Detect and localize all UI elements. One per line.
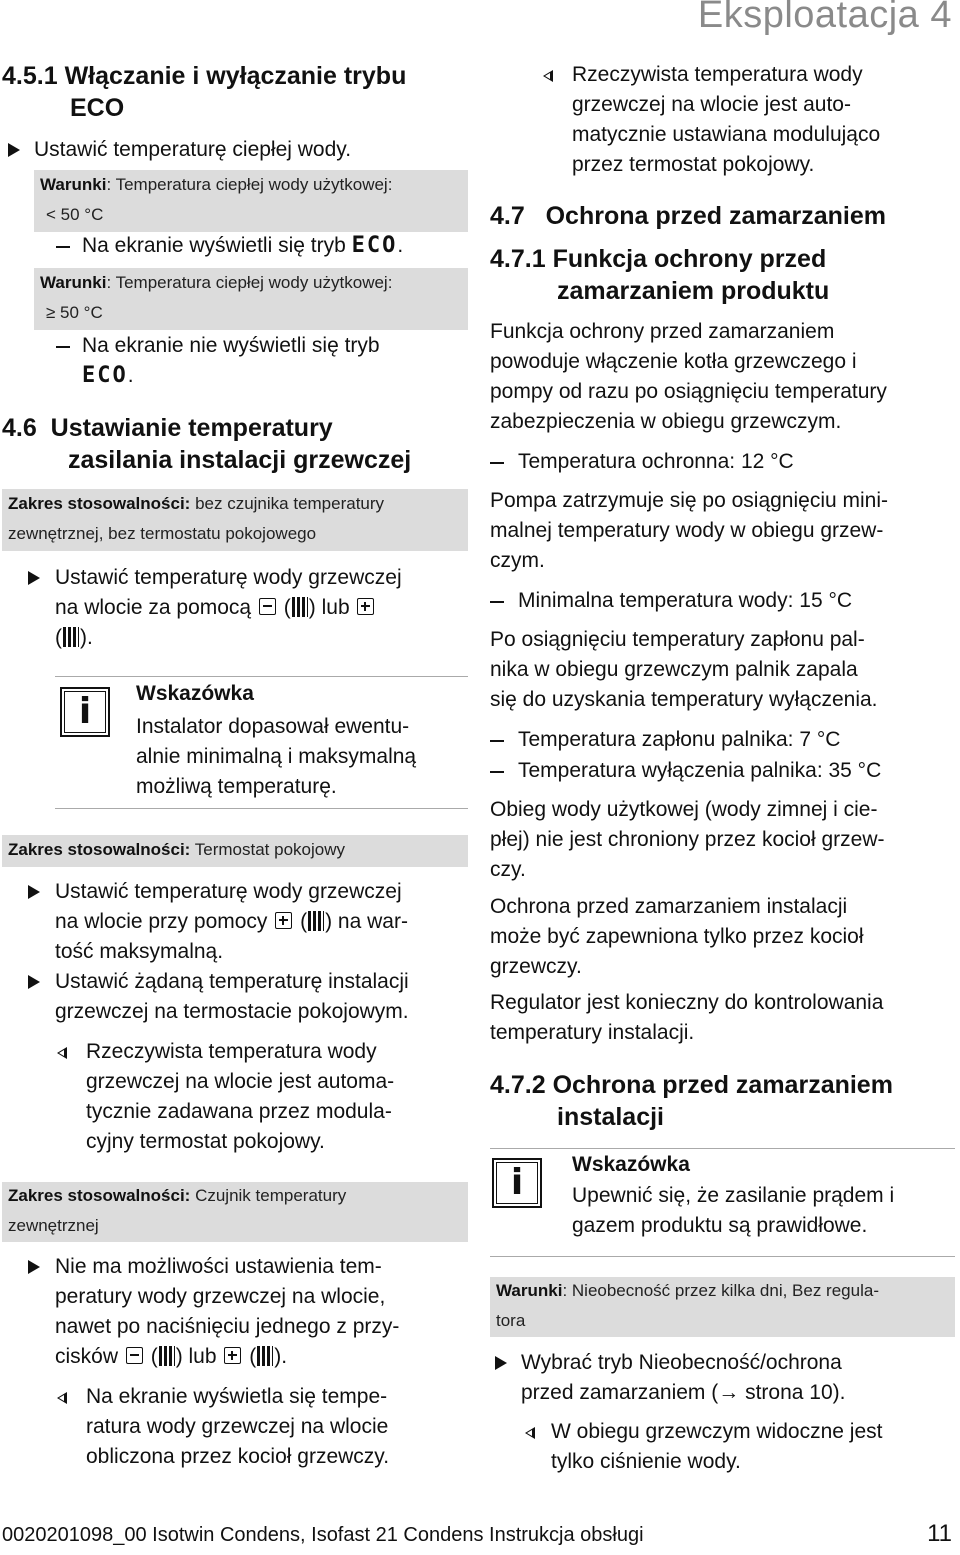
section-4-7-2-heading: 4.7.2 Ochrona przed zamarzaniem: [490, 1071, 893, 1099]
step-bullet-icon: [28, 571, 40, 585]
step-text-line2: grzewczej na termostacie pokojowym.: [55, 1000, 409, 1023]
result-text: W obiegu grzewczym widoczne jest: [551, 1420, 883, 1443]
step-text-line2: peratury wody grzewczej na wlocie,: [55, 1285, 386, 1308]
scope-text-line2: zewnętrznej, bez termostatu pokojowego: [8, 524, 317, 543]
section-4-5-1-heading: 4.5.1 Włączanie i wyłączanie trybu: [2, 62, 407, 90]
radiator-icon: [308, 911, 324, 931]
paragraph: się do uzyskania temperatury wyłączenia.: [490, 688, 878, 711]
step-text: Ustawić temperaturę ciepłej wody.: [34, 138, 352, 161]
plus-button-icon: [357, 598, 374, 615]
note-title: Wskazówka: [136, 682, 254, 705]
divider: [55, 808, 468, 809]
condition-text: Warunki: Temperatura ciepłej wody użytkowej:: [40, 273, 393, 292]
list-item: Temperatura ochronna: 12 °C: [518, 450, 794, 473]
paragraph: Po osiągnięciu temperatury zapłonu pal-: [490, 628, 865, 651]
scope-text: Zakres stosowalności: Czujnik temperatury: [8, 1186, 347, 1205]
step-text: Ustawić temperaturę wody grzewczej: [55, 880, 402, 903]
result-text: przez termostat pokojowy.: [572, 153, 815, 176]
result-text: Na ekranie nie wyświetli się tryb: [82, 334, 380, 357]
info-icon: i: [60, 687, 110, 737]
result-text: Rzeczywista temperatura wody: [86, 1040, 377, 1063]
section-4-7-1-heading: 4.7.1 Funkcja ochrony przed: [490, 245, 827, 273]
result-text: obliczona przez kocioł grzewczy.: [86, 1445, 390, 1468]
paragraph: malnej temperatury wody w obiegu grzew-: [490, 519, 884, 542]
step-bullet-icon: [495, 1356, 507, 1370]
paragraph: czym.: [490, 549, 545, 572]
eco-display: ECO.: [82, 363, 134, 388]
note-text: gazem produktu są prawidłowe.: [572, 1214, 868, 1237]
step-bullet-icon: [8, 143, 20, 157]
divider: [490, 1256, 955, 1257]
radiator-icon: [257, 1346, 273, 1366]
result-text: Na ekranie wyświetli się tryb ECO.: [82, 233, 404, 258]
step-text-line3: tość maksymalną.: [55, 940, 224, 963]
step-text-line2: przed zamarzaniem (→ strona 10).: [521, 1381, 846, 1404]
step-text: Nie ma możliwości ustawienia tem-: [55, 1255, 382, 1278]
condition-text: Warunki: Nieobecność przez kilka dni, Bez regula-: [496, 1281, 879, 1300]
note-title: Wskazówka: [572, 1153, 690, 1176]
result-arrow-icon: [57, 1047, 67, 1059]
note-text: Upewnić się, że zasilanie prądem i: [572, 1184, 895, 1207]
note-text: alnie minimalną i maksymalną: [136, 745, 417, 768]
step-text: Ustawić temperaturę wody grzewczej: [55, 566, 402, 589]
paragraph: powoduje włączenie kotła grzewczego i: [490, 350, 857, 373]
paragraph: Funkcja ochrony przed zamarzaniem: [490, 320, 835, 343]
section-4-5-1-heading-line2: ECO: [70, 94, 125, 122]
section-4-7-1-heading-line2: zamarzaniem produktu: [557, 277, 830, 305]
condition-text-line2: tora: [496, 1311, 526, 1330]
paragraph: temperatury instalacji.: [490, 1021, 695, 1044]
radiator-icon: [159, 1346, 175, 1366]
result-text: tylko ciśnienie wody.: [551, 1450, 741, 1473]
radiator-icon: [292, 597, 308, 617]
result-arrow-icon: [543, 70, 553, 82]
paragraph: Regulator jest konieczny do kontrolowania: [490, 991, 884, 1014]
scope-text: Zakres stosowalności: bez czujnika temperatury: [8, 494, 385, 513]
section-4-6-heading-line2: zasilania instalacji grzewczej: [68, 446, 412, 474]
divider: [55, 676, 468, 677]
paragraph: czy.: [490, 858, 526, 881]
result-text: grzewczej na wlocie jest auto-: [572, 93, 851, 116]
result-text: Na ekranie wyświetla się tempe-: [86, 1385, 388, 1408]
plus-button-icon: [275, 912, 292, 929]
condition-value: ≥ 50 °C: [46, 303, 103, 322]
paragraph: Obieg wody użytkowej (wody zimnej i cie-: [490, 798, 878, 821]
step-text: Ustawić żądaną temperaturę instalacji: [55, 970, 409, 993]
note-text: możliwą temperaturę.: [136, 775, 337, 798]
info-icon: i: [492, 1158, 542, 1208]
step-bullet-icon: [28, 885, 40, 899]
step-text: Wybrać tryb Nieobecność/ochrona: [521, 1351, 842, 1374]
list-item: Temperatura zapłonu palnika: 7 °C: [518, 728, 841, 751]
paragraph: Pompa zatrzymuje się po osiągnięciu mini-: [490, 489, 889, 512]
dash-icon: [490, 462, 504, 464]
step-text-line2: na wlocie za pomocą ( ) lub: [55, 593, 376, 623]
chapter-header: Eksploatacja 4: [697, 0, 952, 36]
paragraph: płej) nie jest chroniony przez kocioł grzew-: [490, 828, 885, 851]
dash-icon: [56, 346, 70, 348]
result-arrow-icon: [525, 1427, 535, 1439]
section-4-7-heading: 4.7 Ochrona przed zamarzaniem: [490, 202, 886, 230]
result-text: cyjny termostat pokojowy.: [86, 1130, 325, 1153]
result-text: matycznie ustawiana modulująco: [572, 123, 881, 146]
step-text-line4: cisków ( ) lub ( ).: [55, 1345, 288, 1368]
dash-icon: [490, 601, 504, 603]
step-text-line3: ( ).: [55, 626, 93, 649]
list-item: Minimalna temperatura wody: 15 °C: [518, 589, 853, 612]
note-text: Instalator dopasował ewentu-: [136, 715, 410, 738]
dash-icon: [56, 246, 70, 248]
condition-text: Warunki: Temperatura ciepłej wody użytkowej:: [40, 175, 393, 194]
paragraph: Ochrona przed zamarzaniem instalacji: [490, 895, 848, 918]
scope-text: Zakres stosowalności: Termostat pokojowy: [8, 840, 345, 859]
step-text-line3: nawet po naciśnięciu jednego z przy-: [55, 1315, 400, 1338]
condition-value: < 50 °C: [46, 205, 104, 224]
result-text: Rzeczywista temperatura wody: [572, 63, 863, 86]
divider: [490, 1148, 955, 1149]
paragraph: nika w obiegu grzewczym palnik zapala: [490, 658, 858, 681]
minus-button-icon: [126, 1347, 143, 1364]
step-bullet-icon: [28, 975, 40, 989]
section-4-7-2-heading-line2: instalacji: [557, 1103, 664, 1131]
step-text-line2: na wlocie przy pomocy ( ) na war-: [55, 910, 408, 933]
result-text: tycznie zadawana przez modula-: [86, 1100, 392, 1123]
footer-document-info: 0020201098_00 Isotwin Condens, Isofast 21 Condens Instrukcja obsługi: [2, 1524, 644, 1546]
paragraph: zabezpieczenia w obiegu grzewczym.: [490, 410, 842, 433]
result-text: ratura wody grzewczej na wlocie: [86, 1415, 389, 1438]
minus-button-icon: [259, 598, 276, 615]
plus-button-icon: [224, 1347, 241, 1364]
dash-icon: [490, 771, 504, 773]
step-bullet-icon: [28, 1260, 40, 1274]
list-item: Temperatura wyłączenia palnika: 35 °C: [518, 759, 882, 782]
scope-text-line2: zewnętrznej: [8, 1216, 99, 1235]
radiator-icon: [63, 627, 79, 647]
paragraph: pompy od razu po osiągnięciu temperatury: [490, 380, 887, 403]
dash-icon: [490, 740, 504, 742]
paragraph: może być zapewniona tylko przez kocioł: [490, 925, 864, 948]
paragraph: grzewczy.: [490, 955, 582, 978]
result-arrow-icon: [57, 1392, 67, 1404]
page-number: 11: [927, 1520, 952, 1547]
result-text: grzewczej na wlocie jest automa-: [86, 1070, 395, 1093]
section-4-6-heading: 4.6 Ustawianie temperatury: [2, 414, 333, 442]
